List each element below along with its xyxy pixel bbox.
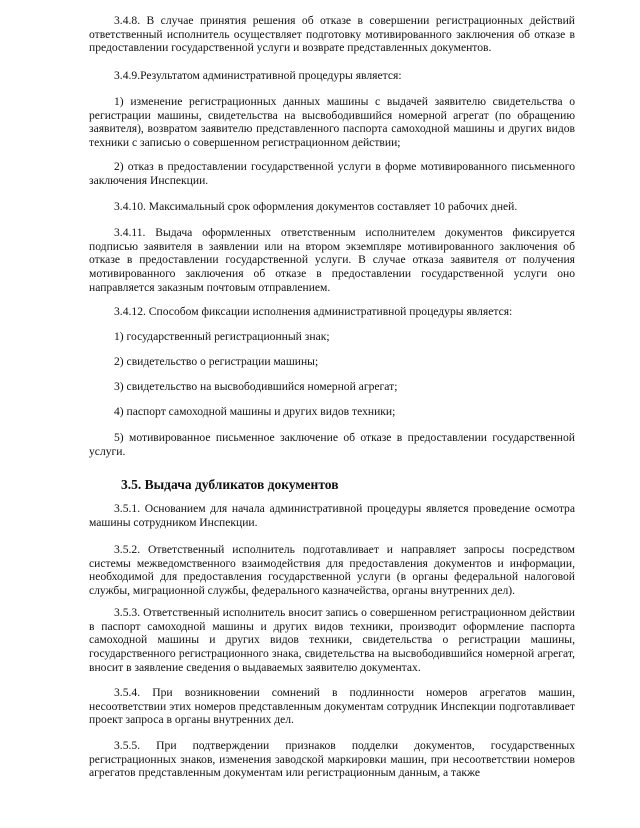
list-item-result-2: 2) отказ в предоставлении государственной услуги в форме мотивированного письменного заключения Инспекции. (89, 160, 575, 187)
list-item-fixation-4: 4) паспорт самоходной машины и других видов техники; (114, 405, 396, 418)
paragraph-3-5-5: 3.5.5. При подтверждении признаков подделки документов, государственных регистрационных знаков, изменения заводской маркировки машин, при несоответствии номеров агрегатов представленным документам или регистрационным данным, а также (89, 739, 575, 780)
list-item-fixation-3: 3) свидетельство на высвободившийся номерной агрегат; (114, 380, 398, 393)
section-heading-3-5: 3.5. Выдача дубликатов документов (121, 477, 339, 492)
paragraph-3-4-12: 3.4.12. Способом фиксации исполнения административной процедуры является: (114, 305, 513, 318)
paragraph-3-5-4: 3.5.4. При возникновении сомнений в подлинности номеров агрегатов машин, несоответствии этих номеров представленным документам сотрудник Инспекции подготавливает проект запроса в органы внутренних дел. (89, 686, 575, 727)
paragraph-3-4-8: 3.4.8. В случае принятия решения об отказе в совершении регистрационных действий ответственный исполнитель осуществляет подготовку мотивированного заключения об отказе в предоставлении государственной услуги и возврате представленных документов. (89, 14, 575, 55)
paragraph-3-5-1: 3.5.1. Основанием для начала административной процедуры является проведение осмотра машины сотрудником Инспекции. (89, 502, 575, 529)
list-item-result-1: 1) изменение регистрационных данных машины с выдачей заявителю свидетельства о регистрации машины, свидетельства на высвободившийся номерной агрегат (по обращению заявителя), возвратом заявителю представленного паспорта самоходной машины и других видов техники с записью о совершенном регистрационном действии; (89, 95, 575, 150)
list-item-fixation-2: 2) свидетельство о регистрации машины; (114, 355, 319, 368)
list-item-fixation-1: 1) государственный регистрационный знак; (114, 330, 330, 343)
paragraph-3-4-10: 3.4.10. Максимальный срок оформления документов составляет 10 рабочих дней. (114, 200, 518, 213)
paragraph-3-4-9: 3.4.9.Результатом административной процедуры является: (114, 69, 402, 82)
paragraph-3-5-3: 3.5.3. Ответственный исполнитель вносит запись о совершенном регистрационном действии в паспорт самоходной машины и других видов техники, производит оформление паспорта самоходной машины и других видов техники, свидетельства о регистрации машины, государственного регистрационного знака, свидетельства на высвободившийся номерной агрегат, вносит в заявление сведения о выдаваемых заявителю документах. (89, 606, 575, 674)
paragraph-3-4-11: 3.4.11. Выдача оформленных ответственным исполнителем документов фиксируется подписью заявителя в заявлении или на втором экземпляре мотивированного заключения об отказе в предоставлении государственной услуги. В случае отказа заявителя от получения мотивированного заключения об отказе в предоставлении государственной услуги оно направляется заказным почтовым отправлением. (89, 226, 575, 294)
paragraph-3-5-2: 3.5.2. Ответственный исполнитель подготавливает и направляет запросы посредством системы межведомственного взаимодействия для предоставления документов и информации, необходимой для предоставления государственной услуги (в органы федеральной налоговой службы, миграционной службы, федерального казначейства, органы внутренних дел). (89, 543, 575, 598)
list-item-fixation-5: 5) мотивированное письменное заключение об отказе в предоставлении государственной услуги. (89, 431, 575, 458)
